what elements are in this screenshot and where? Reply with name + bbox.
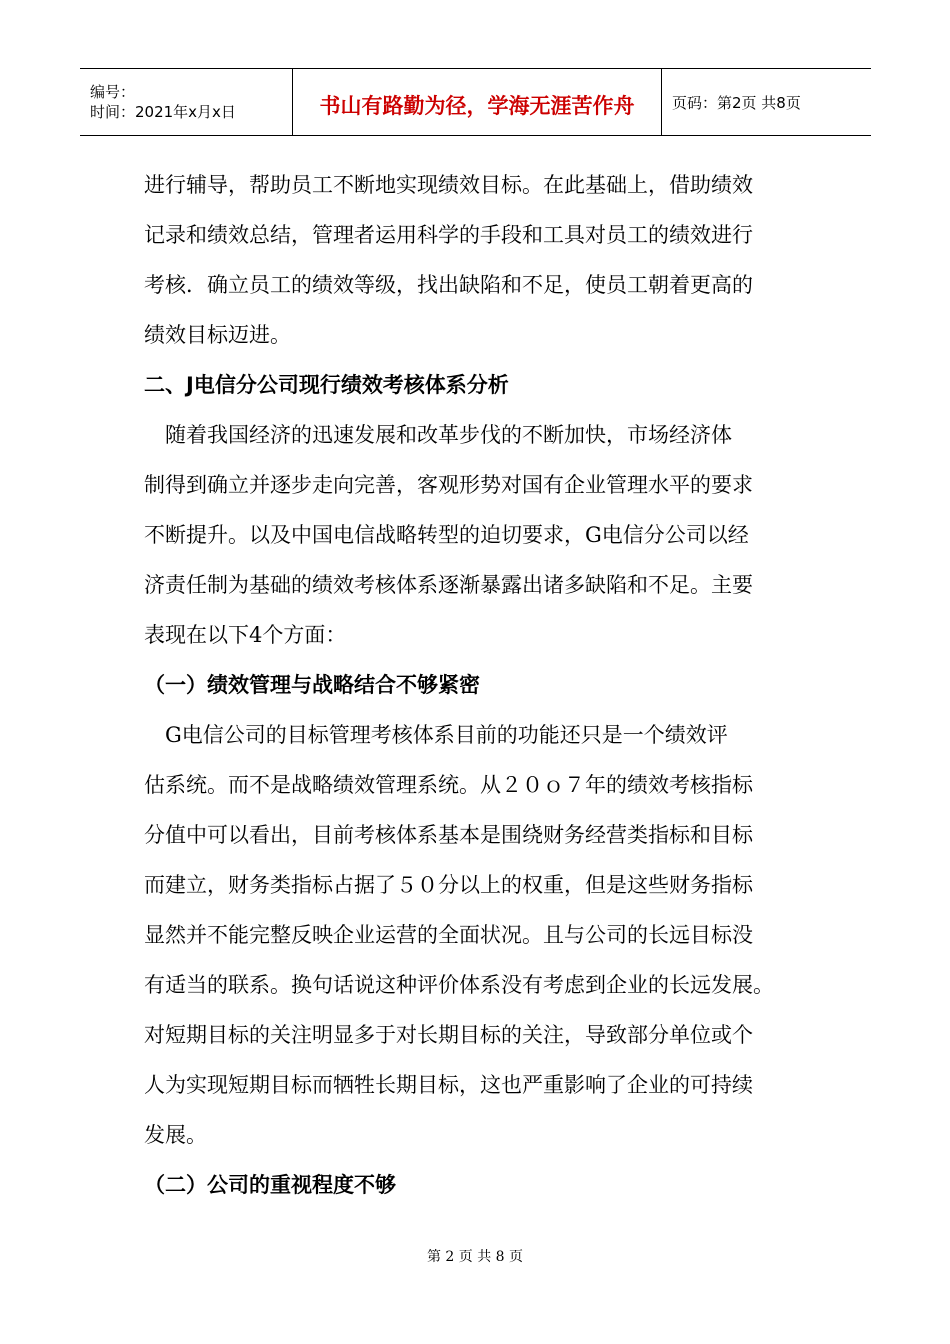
body-text-line: 而建立，财务类指标占据了５０分以上的权重，但是这些财务指标	[144, 873, 753, 897]
body-text-line: 济责任制为基础的绩效考核体系逐渐暴露出诸多缺陷和不足。主要	[144, 573, 753, 597]
body-text-line: G电信公司的目标管理考核体系目前的功能还只是一个绩效评	[144, 723, 728, 747]
body-text-line: 人为实现短期目标而牺牲长期目标，这也严重影响了企业的可持续	[144, 1073, 753, 1097]
body-text-line: 随着我国经济的迅速发展和改革步伐的不断加快，市场经济体	[144, 423, 732, 447]
header-meta	[80, 69, 293, 136]
body-text-line: 制得到确立并逐步走向完善，客观形势对国有企业管理水平的要求	[144, 473, 753, 497]
document-number: 编号：	[90, 83, 136, 101]
document-time: 时间：2021年x月x日	[90, 103, 236, 121]
document-body	[144, 160, 824, 1210]
body-text-line: 对短期目标的关注明显多于对长期目标的关注，导致部分单位或个	[144, 1023, 753, 1047]
body-text-line: 绩效目标迈进。	[144, 323, 291, 347]
body-text-line: 估系统。而不是战略绩效管理系统。从２０ｏ７年的绩效考核指标	[144, 773, 753, 797]
body-text-line: 发展。	[144, 1123, 207, 1147]
body-text-line: 表现在以下4个方面：	[144, 623, 347, 647]
body-text-line: 不断提升。以及中国电信战略转型的迫切要求，G电信分公司以经	[144, 523, 749, 547]
body-text-line: 考核．确立员工的绩效等级，找出缺陷和不足，使员工朝着更高的	[144, 273, 753, 297]
header-motto-cell	[293, 69, 662, 136]
body-text-line: 进行辅导，帮助员工不断地实现绩效目标。在此基础上，借助绩效	[144, 173, 753, 197]
body-text-line: 显然并不能完整反映企业运营的全面状况。且与公司的长远目标没	[144, 923, 753, 947]
header-page-code: 页码：第2页 共8页	[662, 69, 872, 136]
section-heading: 二、J电信分公司现行绩效考核体系分析	[144, 373, 509, 397]
body-text-line: 有适当的联系。换句话说这种评价体系没有考虑到企业的长远发展。	[144, 973, 774, 997]
body-text-line: 记录和绩效总结，管理者运用科学的手段和工具对员工的绩效进行	[144, 223, 753, 247]
subsection-heading: （二）公司的重视程度不够	[144, 1173, 396, 1197]
body-text-line: 分值中可以看出，目前考核体系基本是围绕财务经营类指标和目标	[144, 823, 753, 847]
subsection-heading: （一）绩效管理与战略结合不够紧密	[144, 673, 480, 697]
page-footer: 第 2 页 共 8 页	[426, 1249, 524, 1265]
document-header	[80, 68, 871, 136]
header-motto: 书山有路勤为径，学海无涯苦作舟	[319, 94, 635, 118]
